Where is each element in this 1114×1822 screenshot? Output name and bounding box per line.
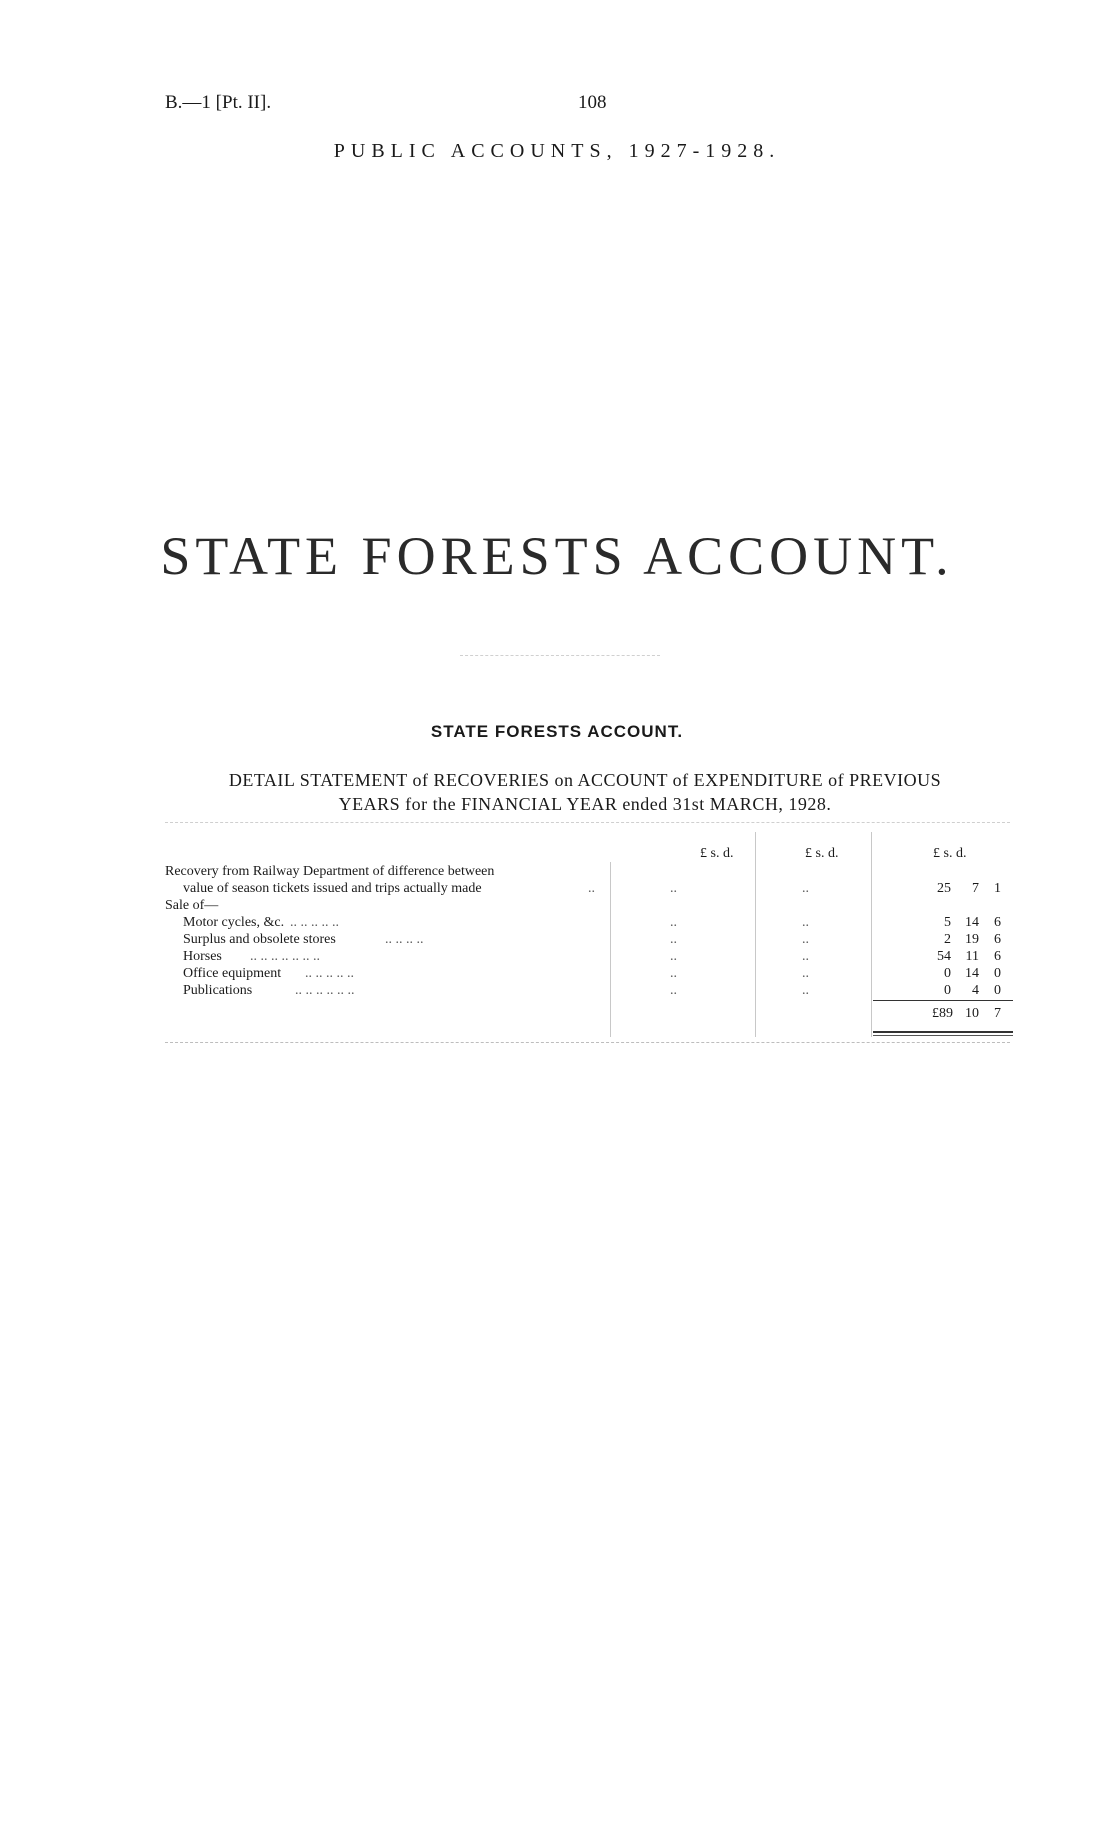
pounds-value: 54: [937, 949, 951, 964]
pounds-value: 25: [937, 881, 951, 896]
leader-dots: .. .. .. .. ..: [290, 915, 339, 930]
row-label: Recovery from Railway Department of difference between: [165, 864, 495, 879]
col2-value: ..: [802, 949, 809, 964]
table-row: [165, 864, 1010, 881]
shillings-value: 7: [972, 881, 979, 896]
document-reference: B.—1 [Pt. II].: [165, 92, 272, 113]
pence-value: 6: [994, 915, 1001, 930]
total-pence: 7: [994, 1006, 1001, 1021]
main-title: STATE FORESTS ACCOUNT.: [160, 526, 954, 586]
total-shillings: 10: [965, 1006, 979, 1021]
shillings-value: 4: [972, 983, 979, 998]
detail-statement: [150, 768, 1020, 816]
row-label: Horses: [183, 949, 222, 964]
row-label: value of season tickets issued and trips actually made: [183, 881, 482, 896]
total-top-rule: [873, 1000, 1013, 1001]
pence-value: 6: [994, 932, 1001, 947]
table-row: [165, 983, 1010, 1000]
row-label: Office equipment: [183, 966, 282, 981]
table-row: [165, 949, 1010, 966]
pence-value: 6: [994, 949, 1001, 964]
leader-dots: ..: [588, 881, 595, 896]
section-title: STATE FORESTS ACCOUNT.: [430, 722, 684, 741]
detail-line-2: YEARS for the FINANCIAL YEAR ended 31st MARCH, 1928.: [338, 794, 832, 814]
row-label: Sale of—: [165, 898, 219, 913]
leader-dots: .. .. .. ..: [385, 932, 424, 947]
col2-value: ..: [802, 983, 809, 998]
pounds-value: 0: [944, 983, 951, 998]
leader-dots: .. .. .. .. .. .. ..: [250, 949, 320, 964]
table-row: [165, 966, 1010, 983]
col2-value: ..: [802, 966, 809, 981]
column-header: £ s. d.: [805, 846, 839, 861]
recoveries-table: [165, 822, 1010, 1047]
table-row: [165, 932, 1010, 949]
shillings-value: 11: [965, 949, 979, 964]
pounds-value: 2: [944, 932, 951, 947]
col2-value: ..: [802, 881, 809, 896]
leader-dots: .. .. .. .. ..: [305, 966, 354, 981]
table-top-rule: [165, 822, 1010, 823]
page-number: 108: [578, 92, 607, 113]
total-double-rule: [873, 1031, 1013, 1033]
pounds-value: 5: [944, 915, 951, 930]
pence-value: 0: [994, 983, 1001, 998]
table-bottom-rule: [165, 1042, 1010, 1043]
row-label: Publications: [183, 983, 253, 998]
col1-value: ..: [670, 966, 677, 981]
column-header: £ s. d.: [700, 846, 734, 861]
col1-value: ..: [670, 932, 677, 947]
shillings-value: 19: [965, 932, 979, 947]
col2-value: ..: [802, 915, 809, 930]
col2-value: ..: [802, 932, 809, 947]
pence-value: 1: [994, 881, 1001, 896]
col1-value: ..: [670, 881, 677, 896]
table-row: [165, 898, 1010, 915]
detail-line-1: DETAIL STATEMENT of RECOVERIES on ACCOUNT of EXPENDITURE of PREVIOUS: [228, 770, 942, 790]
table-row: [165, 881, 1010, 898]
col1-value: ..: [670, 915, 677, 930]
leader-dots: .. .. .. .. .. ..: [295, 983, 355, 998]
total-double-rule: [873, 1035, 1013, 1036]
shillings-value: 14: [965, 966, 979, 981]
row-label: Motor cycles, &c.: [183, 915, 285, 930]
shillings-value: 14: [965, 915, 979, 930]
table-row: [165, 915, 1010, 932]
row-label: Surplus and obsolete stores: [183, 932, 336, 947]
col1-value: ..: [670, 983, 677, 998]
col1-value: ..: [670, 949, 677, 964]
column-header: £ s. d.: [933, 846, 967, 861]
pence-value: 0: [994, 966, 1001, 981]
divider: [460, 655, 660, 656]
total-pounds: £89: [932, 1006, 953, 1021]
pounds-value: 0: [944, 966, 951, 981]
running-title: PUBLIC ACCOUNTS, 1927-1928.: [333, 140, 781, 162]
